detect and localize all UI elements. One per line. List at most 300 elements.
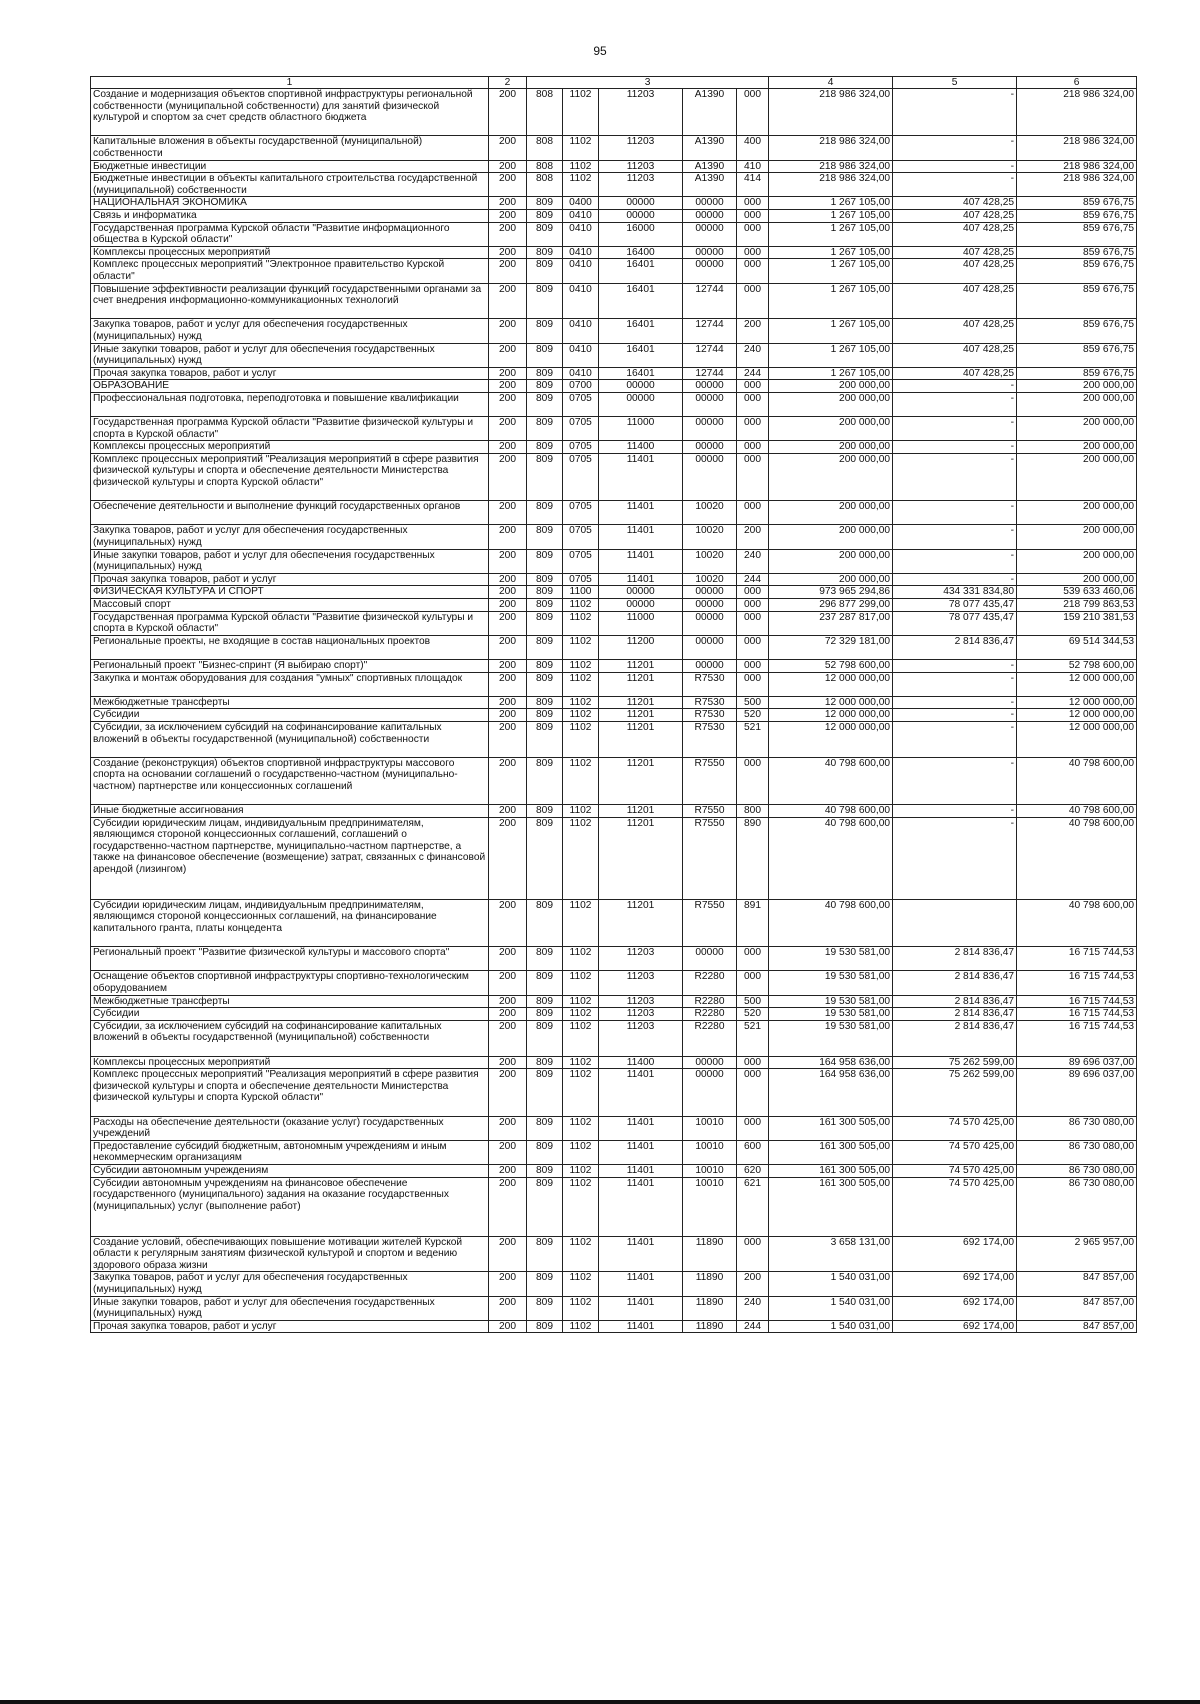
row-name: Создание условий, обеспечивающих повышение мотивации жителей Курской области к регулярным занятиям физической культурой и спортом и ведению здорового образа жизни <box>91 1236 489 1272</box>
program-code: 11000 <box>599 611 683 635</box>
amount-col-6: 847 857,00 <box>1017 1272 1137 1296</box>
grbs-code: 809 <box>527 995 563 1008</box>
row-name: Иные бюджетные ассигнования <box>91 805 489 818</box>
amount-col-4: 40 798 600,00 <box>769 805 893 818</box>
program-code: 00000 <box>599 392 683 416</box>
col-2-code: 200 <box>489 1116 527 1140</box>
direction-code: 00000 <box>683 209 737 222</box>
section-code: 1102 <box>563 696 599 709</box>
table-row <box>91 1056 1137 1069</box>
row-name: Субсидии автономным учреждениям на финансовое обеспечение государственного (муниципального) задания на оказание государственных (муниципальных) услуг (выполнение работ) <box>91 1177 489 1236</box>
amount-col-5: - <box>893 441 1017 454</box>
expense-type-code: 000 <box>737 947 769 971</box>
expense-type-code: 000 <box>737 1069 769 1116</box>
amount-col-5: - <box>893 392 1017 416</box>
expense-type-code: 620 <box>737 1165 769 1178</box>
amount-col-6: 218 986 324,00 <box>1017 136 1137 160</box>
section-code: 1100 <box>563 586 599 599</box>
amount-col-5: 74 570 425,00 <box>893 1116 1017 1140</box>
row-name: Региональный проект "Бизнес-спринт (Я выбираю спорт)" <box>91 659 489 672</box>
grbs-code: 809 <box>527 805 563 818</box>
row-name: Повышение эффективности реализации функций государственными органами за счет внедрения информационно-коммуникационных технологий <box>91 283 489 319</box>
amount-col-5: 692 174,00 <box>893 1320 1017 1333</box>
direction-code: 10020 <box>683 525 737 549</box>
table-row <box>91 160 1137 173</box>
amount-col-5: 407 428,25 <box>893 209 1017 222</box>
program-code: 11400 <box>599 1056 683 1069</box>
amount-col-4: 19 530 581,00 <box>769 947 893 971</box>
amount-col-4: 1 267 105,00 <box>769 246 893 259</box>
grbs-code: 809 <box>527 611 563 635</box>
program-code: 16400 <box>599 246 683 259</box>
col-2-code: 200 <box>489 817 527 899</box>
row-name: Региональный проект "Развитие физической культуры и массового спорта" <box>91 947 489 971</box>
table-row <box>91 173 1137 197</box>
program-code: 11203 <box>599 1008 683 1021</box>
budget-table <box>90 76 1137 1333</box>
direction-code: R2280 <box>683 1020 737 1056</box>
amount-col-5: 692 174,00 <box>893 1236 1017 1272</box>
grbs-code: 809 <box>527 659 563 672</box>
program-code: 16401 <box>599 283 683 319</box>
grbs-code: 809 <box>527 586 563 599</box>
amount-col-6: 200 000,00 <box>1017 453 1137 500</box>
expense-type-code: 000 <box>737 380 769 393</box>
direction-code: R7530 <box>683 696 737 709</box>
amount-col-5: 74 570 425,00 <box>893 1140 1017 1164</box>
table-row <box>91 757 1137 804</box>
program-code: 11201 <box>599 659 683 672</box>
col-2-code: 200 <box>489 611 527 635</box>
program-code: 11400 <box>599 441 683 454</box>
program-code: 11203 <box>599 173 683 197</box>
section-code: 1102 <box>563 659 599 672</box>
col-2-code: 200 <box>489 197 527 210</box>
section-code: 1102 <box>563 721 599 757</box>
program-code: 11203 <box>599 160 683 173</box>
col-2-code: 200 <box>489 805 527 818</box>
grbs-code: 809 <box>527 343 563 367</box>
amount-col-4: 3 658 131,00 <box>769 1236 893 1272</box>
amount-col-4: 200 000,00 <box>769 441 893 454</box>
amount-col-6: 859 676,75 <box>1017 319 1137 343</box>
col-2-code: 200 <box>489 586 527 599</box>
table-row <box>91 549 1137 573</box>
direction-code: 12744 <box>683 343 737 367</box>
amount-col-6: 847 857,00 <box>1017 1296 1137 1320</box>
table-row <box>91 586 1137 599</box>
expense-type-code: 600 <box>737 1140 769 1164</box>
direction-code: A1390 <box>683 89 737 136</box>
amount-col-5: 2 814 836,47 <box>893 971 1017 995</box>
amount-col-6: 2 965 957,00 <box>1017 1236 1137 1272</box>
table-header-row <box>91 77 1137 89</box>
table-row <box>91 319 1137 343</box>
table-row <box>91 1008 1137 1021</box>
section-code: 1102 <box>563 1069 599 1116</box>
amount-col-4: 218 986 324,00 <box>769 89 893 136</box>
grbs-code: 809 <box>527 1296 563 1320</box>
amount-col-4: 40 798 600,00 <box>769 757 893 804</box>
table-row <box>91 709 1137 722</box>
amount-col-4: 218 986 324,00 <box>769 160 893 173</box>
row-name: Иные закупки товаров, работ и услуг для обеспечения государственных (муниципальных) нужд <box>91 1296 489 1320</box>
direction-code: 00000 <box>683 197 737 210</box>
program-code: 11401 <box>599 501 683 525</box>
table-row <box>91 283 1137 319</box>
section-code: 1102 <box>563 1056 599 1069</box>
section-code: 0705 <box>563 417 599 441</box>
expense-type-code: 521 <box>737 1020 769 1056</box>
expense-type-code: 500 <box>737 696 769 709</box>
col-2-code: 200 <box>489 259 527 283</box>
direction-code: 00000 <box>683 453 737 500</box>
grbs-code: 809 <box>527 971 563 995</box>
col-2-code: 200 <box>489 709 527 722</box>
row-name: Субсидии юридическим лицам, индивидуальным предпринимателям, являющимся стороной концессионных соглашений, соглашений о государственно-частном партнерстве, муниципально-частном партнерстве, а также на финансовое обеспечение (возмещение) затрат, связанных с финансовой арендой (лизингом) <box>91 817 489 899</box>
section-code: 1102 <box>563 947 599 971</box>
direction-code: 10020 <box>683 549 737 573</box>
row-name: Предоставление субсидий бюджетным, автономным учреждениям и иным некоммерческим организациям <box>91 1140 489 1164</box>
direction-code: 00000 <box>683 947 737 971</box>
amount-col-5: 78 077 435,47 <box>893 611 1017 635</box>
table-row <box>91 598 1137 611</box>
amount-col-5: 75 262 599,00 <box>893 1056 1017 1069</box>
col-2-code: 200 <box>489 89 527 136</box>
expense-type-code: 000 <box>737 659 769 672</box>
amount-col-4: 296 877 299,00 <box>769 598 893 611</box>
program-code: 00000 <box>599 197 683 210</box>
table-row <box>91 971 1137 995</box>
expense-type-code: 000 <box>737 501 769 525</box>
table-row <box>91 525 1137 549</box>
amount-col-4: 12 000 000,00 <box>769 721 893 757</box>
amount-col-4: 200 000,00 <box>769 525 893 549</box>
table-row <box>91 209 1137 222</box>
amount-col-6: 12 000 000,00 <box>1017 696 1137 709</box>
grbs-code: 809 <box>527 598 563 611</box>
amount-col-4: 12 000 000,00 <box>769 672 893 696</box>
col-2-code: 200 <box>489 1020 527 1056</box>
program-code: 16401 <box>599 319 683 343</box>
row-name: Государственная программа Курской области "Развитие информационного общества в Курской области" <box>91 222 489 246</box>
program-code: 11401 <box>599 525 683 549</box>
direction-code: A1390 <box>683 136 737 160</box>
col-2-code: 200 <box>489 246 527 259</box>
program-code: 11401 <box>599 1320 683 1333</box>
section-code: 1102 <box>563 136 599 160</box>
col-2-code: 200 <box>489 1296 527 1320</box>
expense-type-code: 000 <box>737 222 769 246</box>
amount-col-4: 218 986 324,00 <box>769 136 893 160</box>
program-code: 11201 <box>599 709 683 722</box>
row-name: Комплексы процессных мероприятий <box>91 441 489 454</box>
program-code: 11201 <box>599 805 683 818</box>
amount-col-5: 74 570 425,00 <box>893 1165 1017 1178</box>
row-name: Комплексы процессных мероприятий <box>91 246 489 259</box>
table-row <box>91 995 1137 1008</box>
amount-col-6: 16 715 744,53 <box>1017 947 1137 971</box>
col-2-code: 200 <box>489 343 527 367</box>
grbs-code: 809 <box>527 453 563 500</box>
amount-col-6: 200 000,00 <box>1017 417 1137 441</box>
amount-col-4: 72 329 181,00 <box>769 635 893 659</box>
direction-code: 10010 <box>683 1140 737 1164</box>
expense-type-code: 500 <box>737 995 769 1008</box>
table-row <box>91 1140 1137 1164</box>
row-name: Межбюджетные трансферты <box>91 995 489 1008</box>
col-2-code: 200 <box>489 367 527 380</box>
col-2-code: 200 <box>489 1272 527 1296</box>
section-code: 1102 <box>563 635 599 659</box>
amount-col-6: 859 676,75 <box>1017 367 1137 380</box>
col-2-code: 200 <box>489 899 527 946</box>
row-name: Профессиональная подготовка, переподготовка и повышение квалификации <box>91 392 489 416</box>
direction-code: 11890 <box>683 1236 737 1272</box>
grbs-code: 809 <box>527 709 563 722</box>
expense-type-code: 000 <box>737 197 769 210</box>
amount-col-4: 200 000,00 <box>769 392 893 416</box>
section-code: 1102 <box>563 757 599 804</box>
col-2-code: 200 <box>489 209 527 222</box>
expense-type-code: 000 <box>737 635 769 659</box>
program-code: 11401 <box>599 573 683 586</box>
amount-col-4: 200 000,00 <box>769 573 893 586</box>
row-name: Региональные проекты, не входящие в состав национальных проектов <box>91 635 489 659</box>
direction-code: R7550 <box>683 899 737 946</box>
amount-col-6: 218 986 324,00 <box>1017 160 1137 173</box>
amount-col-5: 2 814 836,47 <box>893 995 1017 1008</box>
header-col-1: 1 <box>91 77 489 89</box>
amount-col-4: 19 530 581,00 <box>769 971 893 995</box>
row-name: Субсидии <box>91 1008 489 1021</box>
row-name: Комплексы процессных мероприятий <box>91 1056 489 1069</box>
program-code: 11201 <box>599 899 683 946</box>
amount-col-5: - <box>893 721 1017 757</box>
amount-col-5: 75 262 599,00 <box>893 1069 1017 1116</box>
col-2-code: 200 <box>489 696 527 709</box>
grbs-code: 809 <box>527 283 563 319</box>
amount-col-6: 89 696 037,00 <box>1017 1069 1137 1116</box>
table-row <box>91 805 1137 818</box>
amount-col-4: 973 965 294,86 <box>769 586 893 599</box>
amount-col-4: 200 000,00 <box>769 417 893 441</box>
direction-code: A1390 <box>683 173 737 197</box>
amount-col-5: - <box>893 173 1017 197</box>
program-code: 11201 <box>599 757 683 804</box>
amount-col-5: - <box>893 573 1017 586</box>
col-2-code: 200 <box>489 549 527 573</box>
expense-type-code: 240 <box>737 1296 769 1320</box>
table-row <box>91 1069 1137 1116</box>
amount-col-6: 86 730 080,00 <box>1017 1165 1137 1178</box>
row-name: Закупка товаров, работ и услуг для обеспечения государственных (муниципальных) нужд <box>91 319 489 343</box>
grbs-code: 809 <box>527 392 563 416</box>
section-code: 0410 <box>563 209 599 222</box>
amount-col-6: 86 730 080,00 <box>1017 1177 1137 1236</box>
program-code: 00000 <box>599 380 683 393</box>
section-code: 1102 <box>563 995 599 1008</box>
grbs-code: 809 <box>527 525 563 549</box>
grbs-code: 809 <box>527 721 563 757</box>
expense-type-code: 244 <box>737 367 769 380</box>
amount-col-5 <box>893 899 1017 946</box>
direction-code: 00000 <box>683 598 737 611</box>
amount-col-5: 2 814 836,47 <box>893 1020 1017 1056</box>
col-2-code: 200 <box>489 160 527 173</box>
program-code: 11401 <box>599 1165 683 1178</box>
table-row <box>91 453 1137 500</box>
amount-col-6: 218 799 863,53 <box>1017 598 1137 611</box>
grbs-code: 809 <box>527 441 563 454</box>
table-row <box>91 380 1137 393</box>
amount-col-4: 161 300 505,00 <box>769 1177 893 1236</box>
amount-col-4: 12 000 000,00 <box>769 696 893 709</box>
expense-type-code: 521 <box>737 721 769 757</box>
grbs-code: 809 <box>527 1165 563 1178</box>
section-code: 1102 <box>563 1177 599 1236</box>
amount-col-6: 200 000,00 <box>1017 392 1137 416</box>
row-name: Создание (реконструкция) объектов спортивной инфраструктуры массового спорта на основании соглашений о государственно-частном (муниципально-частном) партнерстве или концессионных соглашений <box>91 757 489 804</box>
row-name: Государственная программа Курской области "Развитие физической культуры и спорта в Курской области" <box>91 611 489 635</box>
amount-col-6: 200 000,00 <box>1017 525 1137 549</box>
expense-type-code: 244 <box>737 573 769 586</box>
col-2-code: 200 <box>489 1320 527 1333</box>
expense-type-code: 000 <box>737 246 769 259</box>
section-code: 1102 <box>563 805 599 818</box>
amount-col-5: - <box>893 417 1017 441</box>
table-row <box>91 1320 1137 1333</box>
expense-type-code: 000 <box>737 672 769 696</box>
direction-code: R2280 <box>683 995 737 1008</box>
grbs-code: 809 <box>527 1177 563 1236</box>
amount-col-5: - <box>893 549 1017 573</box>
row-name: Бюджетные инвестиции <box>91 160 489 173</box>
amount-col-6: 12 000 000,00 <box>1017 672 1137 696</box>
amount-col-5: 407 428,25 <box>893 319 1017 343</box>
grbs-code: 809 <box>527 259 563 283</box>
grbs-code: 809 <box>527 1020 563 1056</box>
grbs-code: 809 <box>527 947 563 971</box>
program-code: 11401 <box>599 453 683 500</box>
row-name: Субсидии юридическим лицам, индивидуальным предпринимателям, являющимся стороной концессионных соглашений, на финансирование капитального гранта, платы концедента <box>91 899 489 946</box>
table-row <box>91 246 1137 259</box>
amount-col-4: 1 267 105,00 <box>769 343 893 367</box>
amount-col-6: 859 676,75 <box>1017 246 1137 259</box>
amount-col-4: 1 267 105,00 <box>769 259 893 283</box>
program-code: 11401 <box>599 549 683 573</box>
amount-col-6: 859 676,75 <box>1017 209 1137 222</box>
program-code: 16401 <box>599 343 683 367</box>
section-code: 1102 <box>563 160 599 173</box>
grbs-code: 809 <box>527 635 563 659</box>
expense-type-code: 520 <box>737 1008 769 1021</box>
amount-col-5: 407 428,25 <box>893 246 1017 259</box>
direction-code: 00000 <box>683 441 737 454</box>
section-code: 0410 <box>563 367 599 380</box>
direction-code: 12744 <box>683 319 737 343</box>
amount-col-5: 407 428,25 <box>893 343 1017 367</box>
amount-col-6: 200 000,00 <box>1017 441 1137 454</box>
amount-col-4: 161 300 505,00 <box>769 1116 893 1140</box>
page-number: 95 <box>593 44 607 58</box>
amount-col-6: 200 000,00 <box>1017 549 1137 573</box>
program-code: 16401 <box>599 367 683 380</box>
col-2-code: 200 <box>489 598 527 611</box>
program-code: 11203 <box>599 89 683 136</box>
expense-type-code: 000 <box>737 417 769 441</box>
amount-col-4: 12 000 000,00 <box>769 709 893 722</box>
amount-col-6: 218 986 324,00 <box>1017 173 1137 197</box>
amount-col-6: 52 798 600,00 <box>1017 659 1137 672</box>
program-code: 11401 <box>599 1140 683 1164</box>
amount-col-6: 16 715 744,53 <box>1017 971 1137 995</box>
table-row <box>91 89 1137 136</box>
row-name: Межбюджетные трансферты <box>91 696 489 709</box>
amount-col-5: 2 814 836,47 <box>893 635 1017 659</box>
col-2-code: 200 <box>489 573 527 586</box>
amount-col-6: 16 715 744,53 <box>1017 995 1137 1008</box>
amount-col-6: 16 715 744,53 <box>1017 1020 1137 1056</box>
row-name: Комплекс процессных мероприятий "Реализация мероприятий в сфере развития физической культуры и спорта и обеспечение деятельности Министерства физической культуры и спорта Курской области" <box>91 453 489 500</box>
col-2-code: 200 <box>489 995 527 1008</box>
direction-code: 11890 <box>683 1296 737 1320</box>
expense-type-code: 000 <box>737 598 769 611</box>
program-code: 16401 <box>599 259 683 283</box>
expense-type-code: 000 <box>737 1056 769 1069</box>
expense-type-code: 000 <box>737 1236 769 1272</box>
amount-col-5: 692 174,00 <box>893 1296 1017 1320</box>
expense-type-code: 000 <box>737 1116 769 1140</box>
expense-type-code: 621 <box>737 1177 769 1236</box>
grbs-code: 808 <box>527 89 563 136</box>
expense-type-code: 200 <box>737 319 769 343</box>
program-code: 11200 <box>599 635 683 659</box>
grbs-code: 809 <box>527 1069 563 1116</box>
row-name: Комплекс процессных мероприятий "Реализация мероприятий в сфере развития физической культуры и спорта и обеспечение деятельности Министерства физической культуры и спорта Курской области" <box>91 1069 489 1116</box>
col-2-code: 200 <box>489 721 527 757</box>
program-code: 00000 <box>599 586 683 599</box>
amount-col-6: 859 676,75 <box>1017 222 1137 246</box>
program-code: 11401 <box>599 1236 683 1272</box>
program-code: 11203 <box>599 947 683 971</box>
row-name: Прочая закупка товаров, работ и услуг <box>91 1320 489 1333</box>
col-2-code: 200 <box>489 757 527 804</box>
amount-col-5: - <box>893 817 1017 899</box>
col-2-code: 200 <box>489 1069 527 1116</box>
section-code: 1102 <box>563 1320 599 1333</box>
row-name: Закупка товаров, работ и услуг для обеспечения государственных (муниципальных) нужд <box>91 1272 489 1296</box>
col-2-code: 200 <box>489 525 527 549</box>
table-row <box>91 343 1137 367</box>
program-code: 11401 <box>599 1296 683 1320</box>
expense-type-code: 000 <box>737 441 769 454</box>
amount-col-4: 164 958 636,00 <box>769 1069 893 1116</box>
amount-col-5: - <box>893 501 1017 525</box>
col-2-code: 200 <box>489 672 527 696</box>
row-name: Субсидии, за исключением субсидий на софинансирование капитальных вложений в объекты государственной (муниципальной) собственности <box>91 721 489 757</box>
amount-col-5: - <box>893 453 1017 500</box>
program-code: 16000 <box>599 222 683 246</box>
grbs-code: 809 <box>527 501 563 525</box>
direction-code: 00000 <box>683 1056 737 1069</box>
table-row <box>91 611 1137 635</box>
table-row <box>91 392 1137 416</box>
section-code: 1102 <box>563 1020 599 1056</box>
grbs-code: 809 <box>527 1140 563 1164</box>
amount-col-4: 19 530 581,00 <box>769 995 893 1008</box>
direction-code: 00000 <box>683 611 737 635</box>
